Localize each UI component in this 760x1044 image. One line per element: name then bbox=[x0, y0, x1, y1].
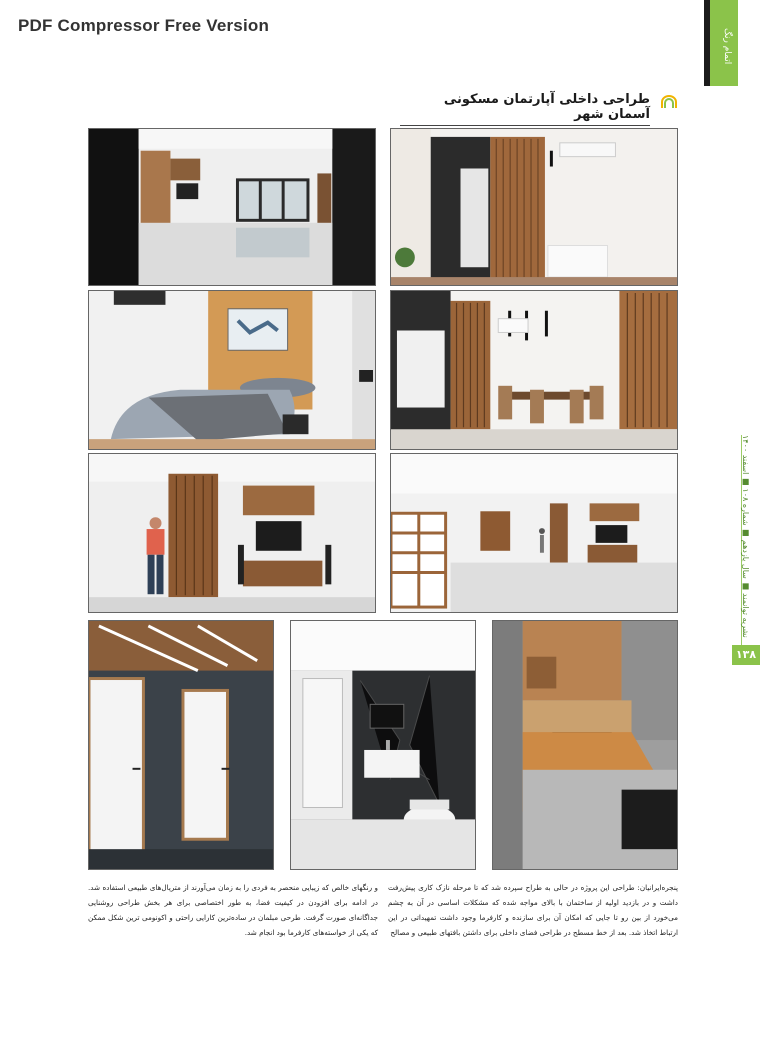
open-plan-living-photo bbox=[390, 453, 678, 613]
arch-logo-icon bbox=[660, 95, 678, 109]
hallway-door-photo bbox=[88, 620, 274, 870]
section-tab bbox=[704, 0, 738, 86]
page-number: ۱۳۸ bbox=[732, 645, 760, 665]
dining-area-photo bbox=[390, 290, 678, 450]
kitchen-photo bbox=[492, 620, 678, 870]
watermark: PDF Compressor Free Version bbox=[18, 16, 270, 35]
living-room-photo bbox=[88, 128, 376, 286]
tv-wall-photo bbox=[88, 453, 376, 613]
body-column-left: و رنگهای خالص که زیبایی منحصر به فردی را به زمان می‌آورند از متریال‌های طبیعی استفاده شد. در ادامه برای افزودن در کیفیت فضا، به طور اختصاصی برای هر بخش طراحی روشنایی جداگانه‌ای صورت گرفت. طرحی مبلمان در ساده‌ترین کارایی راحتی و اکونومی ترین شکل ممکن که یکی از خواسته‌های کارفرما بود انجام شد. bbox=[88, 883, 378, 937]
bathroom-photo bbox=[290, 620, 476, 870]
article-title: طراحی داخلی آپارتمان مسکونی آسمان شهر bbox=[400, 92, 650, 126]
bedroom-photo bbox=[88, 290, 376, 450]
journal-issue-caption: نشریه توانمند ■ سال یازدهم ■ شماره ۱۰۸ ■ اسفند ۱۴۰۰ bbox=[741, 435, 750, 638]
entrance-corridor-photo bbox=[390, 128, 678, 286]
body-column-right: پنجره‌ایرانیان: طراحی این پروژه در حالی به طراح سپرده شد که تا مرحله نازک کاری پیش‌رفت داشت و در بازدید اولیه از ساختمان با بالای مواجه شده که مشکلات اساسی در آن به چشم می‌خورد از بین رو تا جایی که امکان آن برای سازنده و کارفرما وجود داشت تمهیداتی در این ارتباط اتخاذ شد. بعد از خط مسطح در طراحی فضای داخلی برای داشتن بافتهای طبیعی و مصالح bbox=[388, 883, 678, 937]
section-tab-label: اتمام رنگ bbox=[722, 27, 732, 65]
